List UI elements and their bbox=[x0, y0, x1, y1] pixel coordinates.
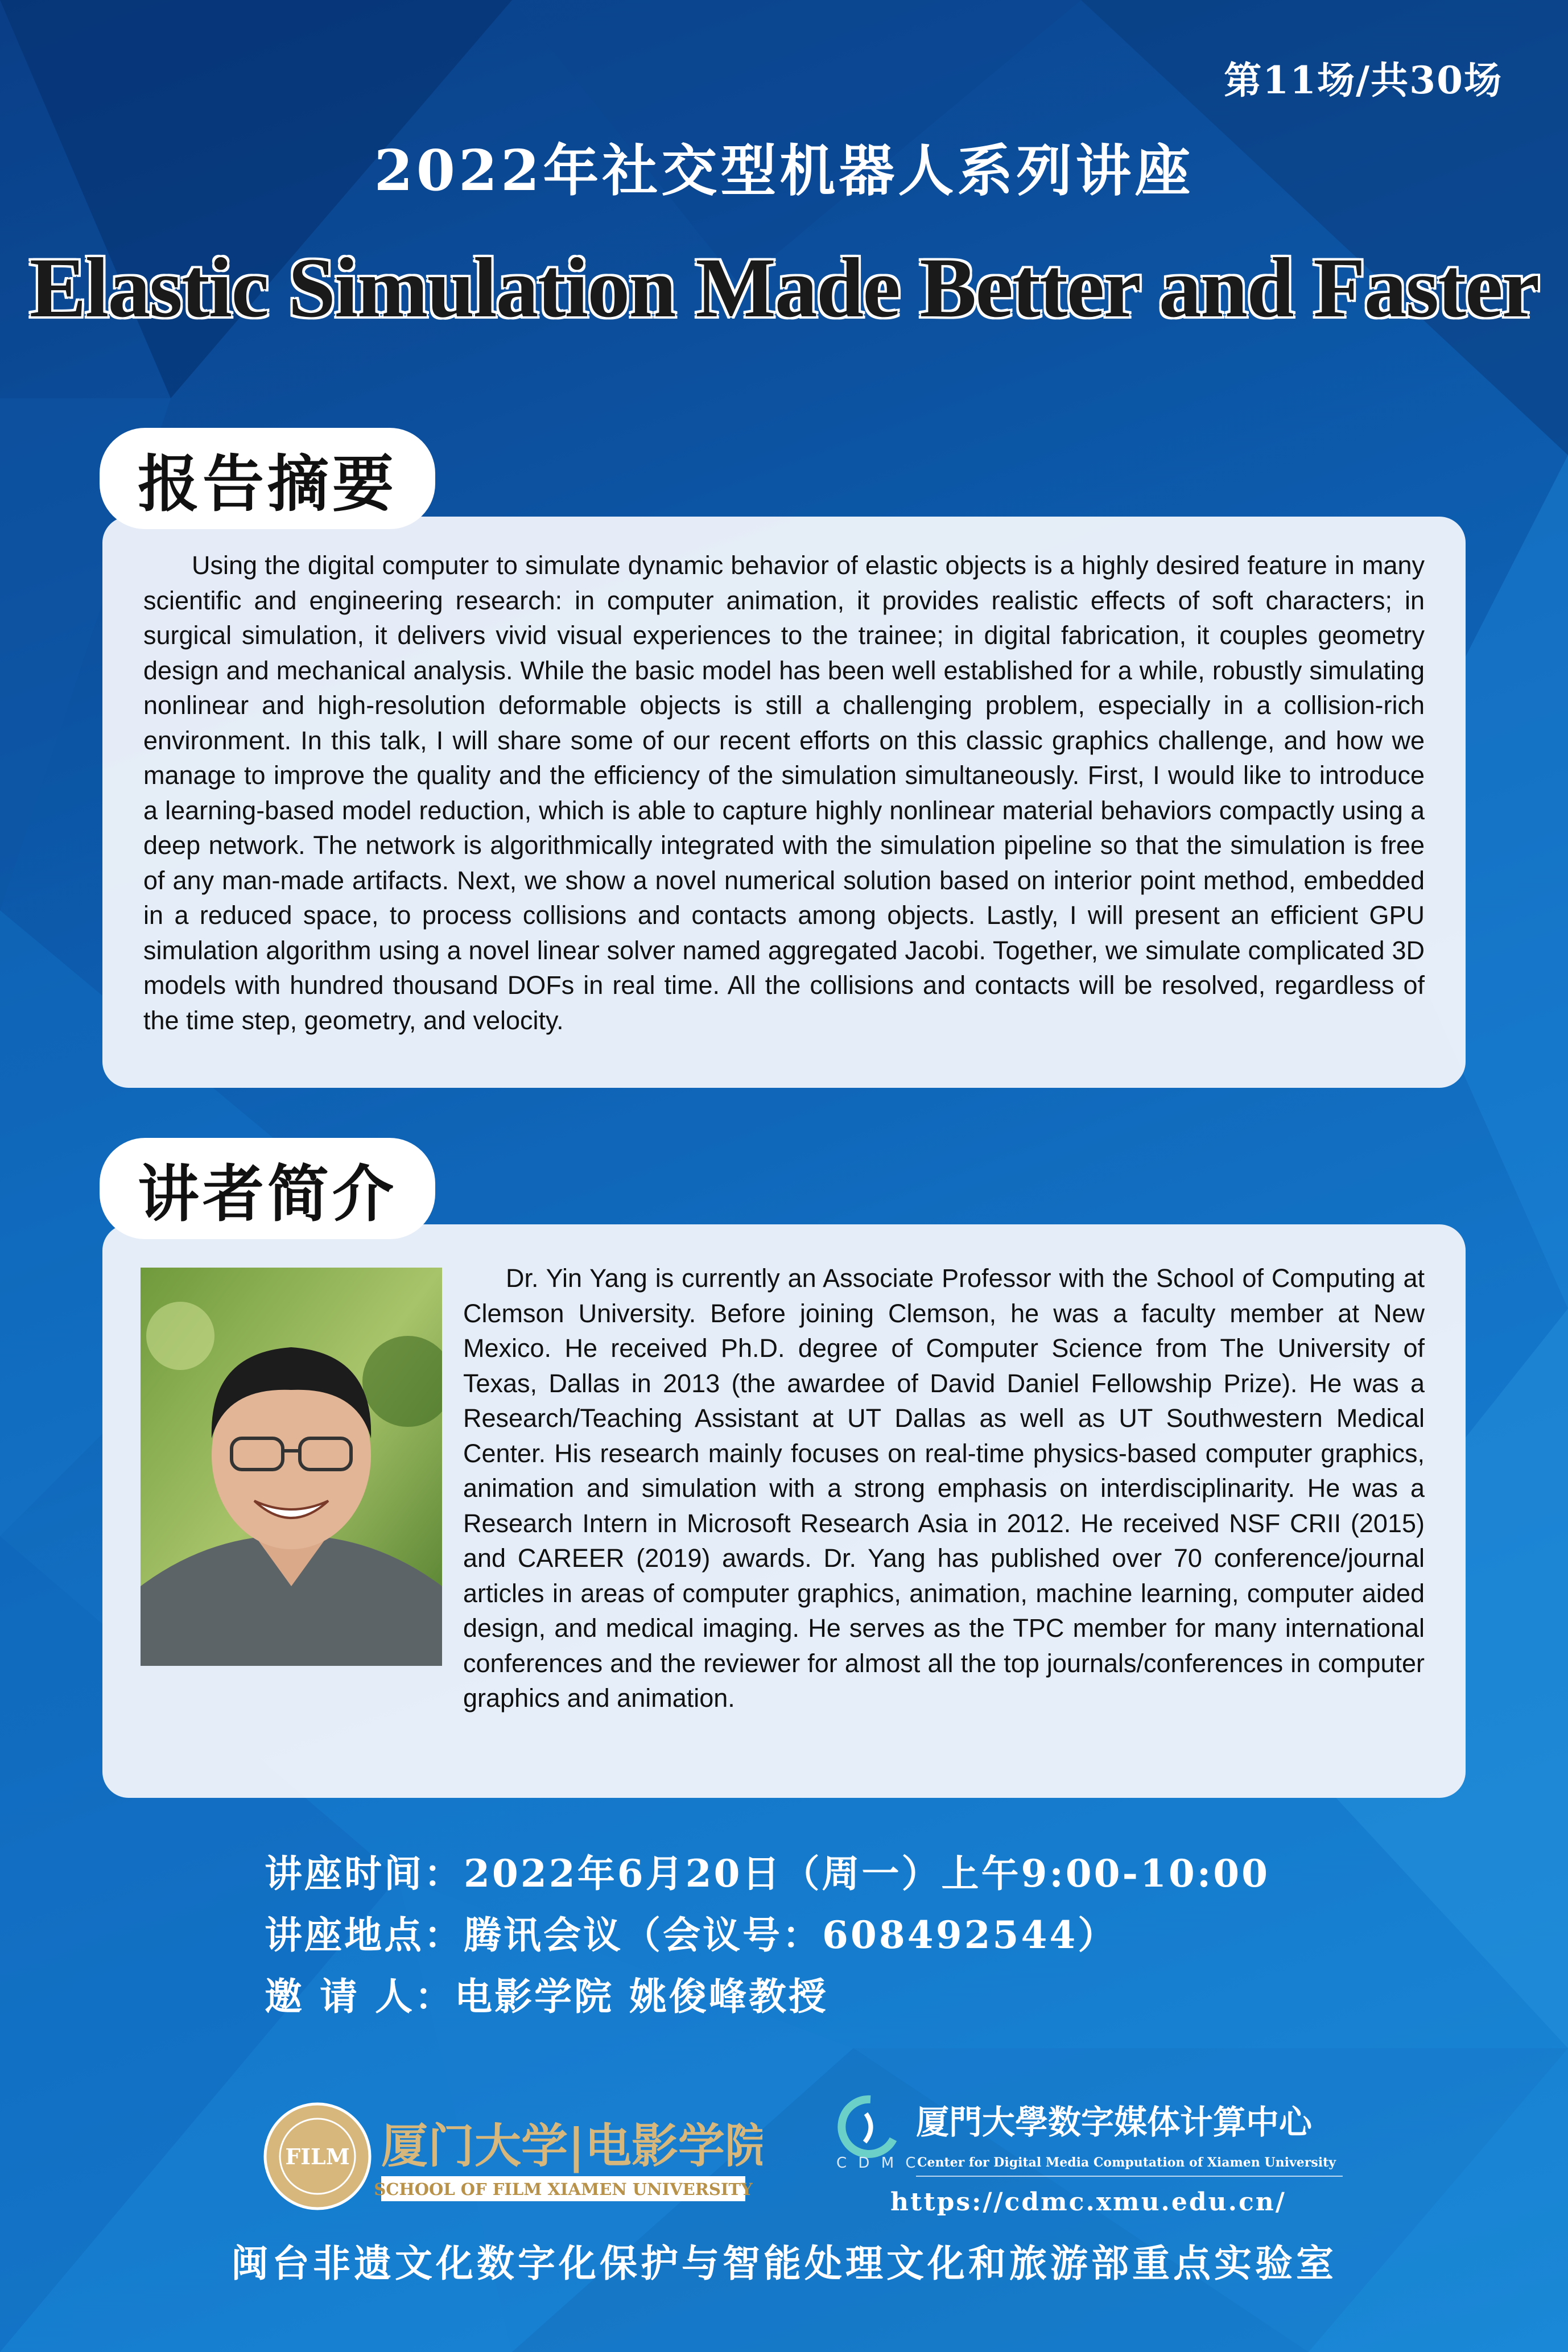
bio-text: Dr. Yin Yang is currently an Associate Professor with the School of Computing at Clemson University. Before joining Clemson, he was a faculty member at New Mexico. He received Ph.D. degree of Computer Science from The University of Texas, Dallas in 2013 (the awardee of David Daniel Fellowship Prize). He was a Research/Teaching Assistant at UT Dallas as well as UT Southwestern Medical Center. His research mainly focuses on real-time physics-based computer graphics, animation and simulation with a strong emphasis on interdisciplinarity. He was a Research Intern in Microsoft Research Asia in 2012. He received NSF CRII (2015) and CAREER (2019) awards. Dr. Yang has published over 70 conference/journal articles in areas of computer graphics, animation, machine learning, computer aided design, and medical imaging. He serves as the TPC member for many international conferences and the reviewer for almost all the top journals/conferences in computer graphics and animation. bbox=[463, 1264, 1425, 1713]
cdmc-url[interactable]: https://cdmc.xmu.edu.cn/ bbox=[890, 2188, 1286, 2217]
footer-lab-name: 闽台非遗文化数字化保护与智能处理文化和旅游部重点实验室 bbox=[231, 2242, 1337, 2285]
film-seal-text: FILM bbox=[285, 2144, 350, 2169]
bio-text-block bbox=[143, 1261, 1425, 1716]
abstract-heading: 报告摘要 bbox=[100, 428, 435, 529]
talk-title: Elastic Simulation Made Better and Faster bbox=[29, 241, 1539, 335]
cdmc-logo bbox=[831, 2088, 1354, 2187]
bio-heading: 讲者简介 bbox=[100, 1138, 435, 1239]
lecture-venue: 讲座地点：腾讯会议（会议号：608492544） bbox=[265, 1913, 1118, 1957]
abstract-panel bbox=[102, 517, 1466, 1088]
session-count: 第11场/共30场 bbox=[1224, 58, 1503, 102]
lecture-host: 邀 请 人：电影学院 姚俊峰教授 bbox=[265, 1974, 828, 2019]
lecture-time: 讲座时间：2022年6月20日（周一）上午9:00-10:00 bbox=[265, 1851, 1270, 1896]
cdmc-name-en: Center for Digital Media Computation of Xiamen University bbox=[917, 2155, 1336, 2170]
bio-panel bbox=[102, 1224, 1466, 1798]
film-school-name-cn: 厦门大学|电影学院 bbox=[381, 2119, 762, 2173]
film-school-name-en: SCHOOL OF FILM XIAMEN UNIVERSITY bbox=[374, 2180, 753, 2199]
film-school-logo bbox=[262, 2099, 762, 2215]
cdmc-name-cn: 厦門大學数字媒体计算中心 bbox=[916, 2103, 1313, 2141]
cdmc-letters: C D M C bbox=[836, 2155, 919, 2172]
series-title: 2022年社交型机器人系列讲座 bbox=[374, 138, 1194, 204]
abstract-text: Using the digital computer to simulate dynamic behavior of elastic objects is a highly desired feature in many scientific and engineering research: in computer animation, it provides realistic effects of soft characters; in surgical simulation, it delivers vivid visual experiences to the trainee; in digital fabrication, it couples geometry design and mechanical analysis. While the basic model has been well established for a while, robustly simulating nonlinear and high-resolution deformable objects is still a challenging problem, especially in a collision-rich environment. In this talk, I will share some of our recent efforts on this classic graphics challenge, and how we manage to improve the quality and the efficiency of the simulation simultaneously. First, I would like to introduce a learning-based model reduction, which is able to capture highly nonlinear material behaviors compactly using a deep network. The network is algorithmically integrated with the simulation pipeline so that the simulation is free of any man-made artifacts. Next, we show a novel numerical solution based on interior point method, embedded in a reduced space, to process collisions and contacts among objects. Lastly, I will present an efficient GPU simulation algorithm using a novel linear solver named aggregated Jacobi. Together, we simulate complicated 3D models with hundred thousand DOFs in real time. All the collisions and contacts will be resolved, regardless of the time step, geometry, and velocity. bbox=[143, 551, 1425, 1035]
